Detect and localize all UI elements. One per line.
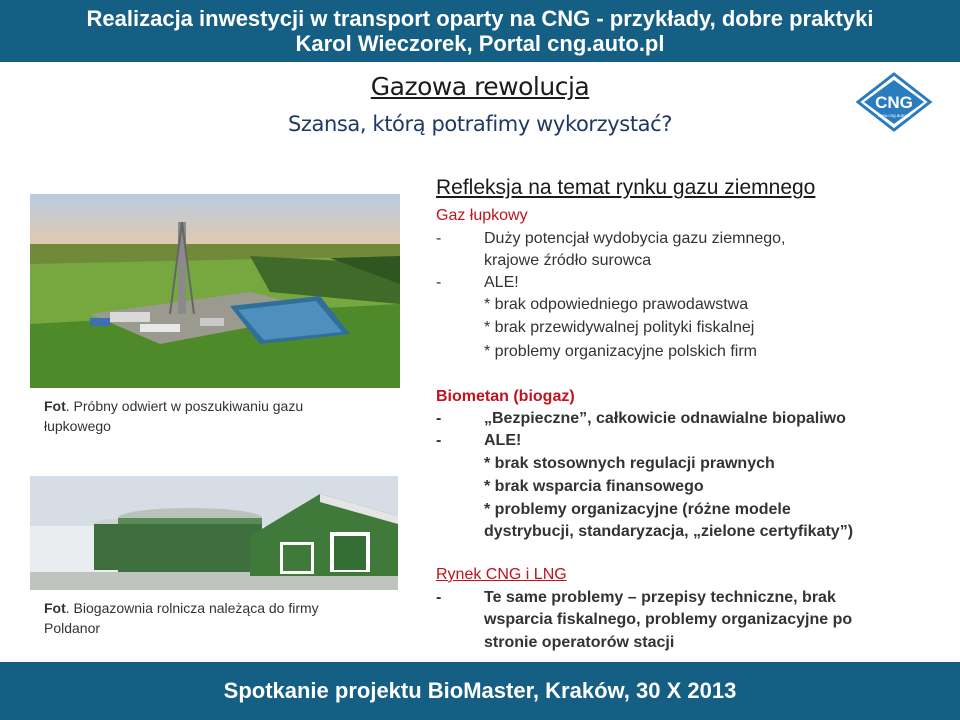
cng-section-title: Rynek CNG i LNG — [436, 566, 567, 583]
gas-item2: ALE! — [484, 274, 519, 291]
cng-item1-line3: stronie operatorów stacji — [484, 634, 675, 651]
cng-item1-line2: wsparcia fiskalnego, problemy organizacyjne po — [484, 611, 853, 628]
shale-gas-drilling-photo — [30, 194, 400, 388]
photo1-caption-text: . Próbny odwiert w poszukiwaniu gazu łupkowego — [44, 398, 304, 434]
gas-section-title: Gaz łupkowy — [436, 207, 528, 224]
biomethane-item1-dash: - — [436, 410, 442, 427]
biomethane-section-title: Biometan (biogaz) — [436, 388, 575, 405]
biomethane-sub4: dystrybucji, standaryzacja, „zielone certyfikaty”) — [484, 523, 854, 540]
biogas-plant-photo — [30, 476, 398, 590]
biomethane-sub1: * brak stosownych regulacji prawnych — [484, 455, 775, 472]
biomethane-item2: ALE! — [484, 432, 522, 449]
photo1-caption-prefix: Fot — [44, 398, 66, 414]
logo-text: CNG — [875, 93, 913, 112]
gas-item1-line1: Duży potencjał wydobycia gazu ziemnego, — [484, 230, 786, 247]
gas-sub2: * brak przewidywalnej polityki fiskalnej — [484, 319, 755, 336]
photo1-caption — [44, 396, 364, 436]
header-bar — [0, 0, 960, 62]
content-heading: Refleksja na temat rynku gazu ziemnego — [436, 176, 816, 199]
photo2-caption-text: . Biogazownia rolnicza należąca do firmy Poldanor — [44, 600, 319, 636]
logo-small-text: www.cng.auto.pl — [877, 113, 911, 118]
biomethane-item2-dash: - — [436, 432, 442, 449]
header-line-1: Realizacja inwestycji w transport oparty na CNG - przykłady, dobre praktyki — [86, 6, 874, 31]
cng-item1-line1: Te same problemy – przepisy techniczne, brak — [484, 589, 836, 606]
biomethane-sub2: * brak wsparcia finansowego — [484, 478, 704, 495]
gas-item2-dash: - — [436, 274, 442, 291]
page-subtitle: Szansa, którą potrafimy wykorzystać? — [287, 112, 673, 136]
footer-bar: Spotkanie projektu BioMaster, Kraków, 30 X 2013 — [0, 662, 960, 720]
cng-logo — [854, 72, 934, 132]
cng-item1-dash: - — [436, 589, 442, 606]
gas-sub1: * brak odpowiedniego prawodawstwa — [484, 296, 749, 313]
gas-item1-dash: - — [436, 230, 442, 247]
biomethane-sub3: * problemy organizacyjne (różne modele — [484, 501, 791, 518]
photo2-caption — [44, 598, 374, 638]
photo2-caption-prefix: Fot — [44, 600, 66, 616]
gas-item1-line2: krajowe źródło surowca — [484, 252, 652, 269]
biomethane-item1: „Bezpieczne”, całkowicie odnawialne biopaliwo — [484, 410, 846, 427]
gas-sub3: * problemy organizacyjne polskich firm — [484, 343, 757, 360]
header-line-2: Karol Wieczorek, Portal cng.auto.pl — [295, 31, 665, 56]
page-title: Gazowa rewolucja — [370, 72, 590, 101]
